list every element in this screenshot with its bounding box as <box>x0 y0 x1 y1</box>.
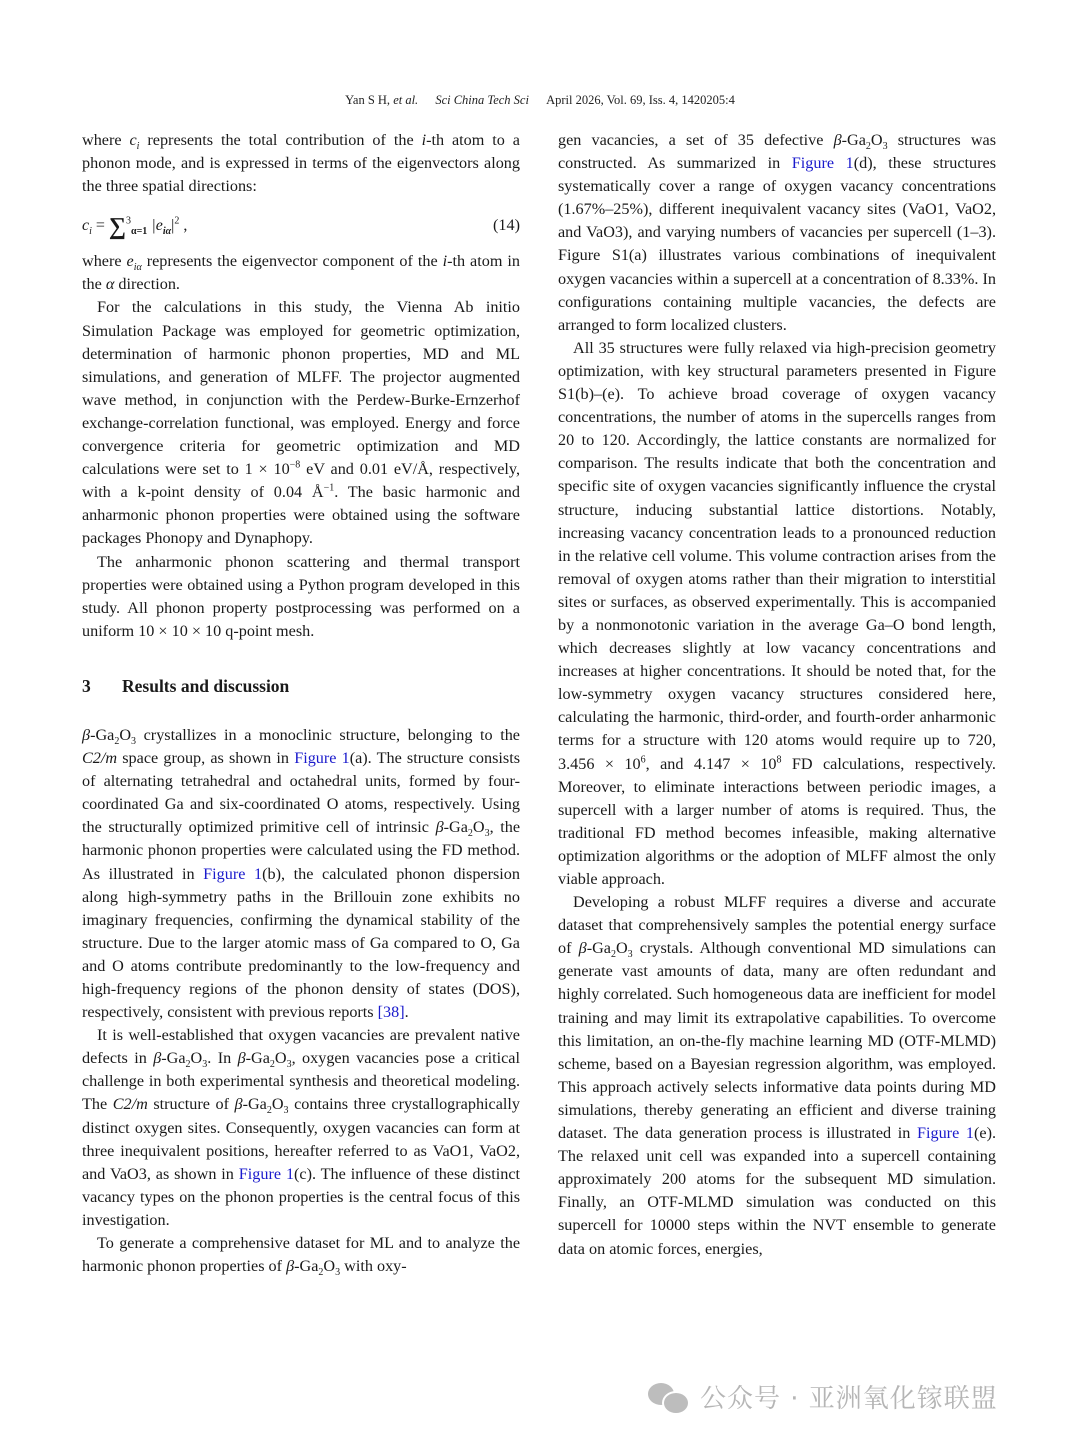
figure-link[interactable]: Figure 1 <box>238 1164 295 1183</box>
figure-link[interactable]: Figure 1 <box>916 1124 974 1143</box>
header-authors: Yan S H, et al. <box>345 93 419 107</box>
header-issue: April 2026, Vol. 69, Iss. 4, 1420205:4 <box>546 93 735 107</box>
paragraph: The anharmonic phonon scattering and thermal transport properties were obtained using a Python program developed in this study. All phonon property postprocessing was performed on a uniform 10 × 10 × 10 q-point mesh. <box>82 552 520 640</box>
watermark-text: 公众号 · 亚洲氧化镓联盟 <box>700 1384 998 1414</box>
equation-14 <box>82 204 520 250</box>
running-header <box>0 93 1080 108</box>
paragraph: All 35 structures were fully relaxed via high-precision geometry optimization, with key structural parameters presented in Figure S1(b)–(e). To achieve broad coverage of oxygen vacancy concentrations, the number of atoms in the supercells ranges from 20 to 120. Accordingly, the lattice constants are normalized for comparison. The results indicate that both the concentration and specific site of oxygen vacancies significantly influence the crystal structure, inducing substantial lattice distortions. Notably, increasing vacancy concentration leads to a pronounced reduction in the relative cell volume. This volume contraction arises from the removal of oxygen atoms rather than their migration to interstitial sites or surfaces, as observed experimentally. This is accompanied by a nonmonotonic variation in the average Ga–O bond length, which decreases slightly at low vacancy concentrations and increases at higher concentrations. It should be noted that, for the low-symmetry oxygen vacancy structures considered here, calculating the harmonic, third-order, and fourth-order anharmonic terms for a structure with 120 atoms would require up to 720, $3.456 \times 10^6$, and $4.147 \times 10^8$ FD calculations, respectively. Moreover, to eliminate interactions between periodic images, a supercell with a larger number of atoms is required. Thus, the traditional FD method becomes infeasible, making alternative optimization algorithms or the adoption of MLFF almost the only viable approach. <box>558 338 996 888</box>
paragraph: where $c_i$ represents the total contribution of the i-th atom to a phonon mode, and is expressed in terms of the eigenvectors along the three spatial directions: <box>82 131 520 196</box>
equation-number: (14) <box>493 216 520 235</box>
left-column <box>82 129 520 1278</box>
figure-link[interactable]: Figure 1 <box>203 864 263 883</box>
right-column <box>558 129 996 1261</box>
equation-body: $c_i = \sum^3_{\alpha=1}$ $|e_{i\alpha}|^2$ , <box>82 214 188 241</box>
figure-link[interactable]: Figure 1 <box>791 154 854 173</box>
paragraph: It is well-established that oxygen vacancies are prevalent native defects in $\beta-Ga_2O_3$. In $\beta-Ga_2O_3$, oxygen vacancies pose a critical challenge in both experimental synthesis and theoretical modeling. The C2/m structure of $\beta-Ga_2O_3$ contains three crystallographically distinct oxygen sites. Consequently, oxygen vacancies can form at three inequivalent positions, hereafter referred to as VaO1, VaO2, and VaO3, as shown in Figure 1(c). The influence of these distinct vacancy types on the phonon properties is the central focus of this investigation. <box>82 1026 521 1229</box>
paragraph: To generate a comprehensive dataset for ML and to analyze the harmonic phonon properties of $\beta-Ga_2O_3$ with oxy- <box>82 1234 520 1279</box>
paragraph: For the calculations in this study, the Vienna Ab initio Simulation Package was employed for geometric optimization, determination of harmonic phonon properties, MD and ML simulations, and generation of MLFF. The projector augmented wave method, in conjunction with the Perdew-Burke-Ernzerhof exchange-correlation functional, was employed. Energy and force convergence criteria for geometric optimization and MD calculations were set to $1 \times 10^{-8}$ eV and 0.01 eV/Å, respectively, with a k-point density of 0.04 $Å^{-1}$. The basic harmonic and anharmonic phonon properties were obtained using the software packages Phonopy and Dynaphopy. <box>82 298 520 548</box>
figure-link[interactable]: Figure 1 <box>294 749 350 768</box>
paragraph: Developing a robust MLFF requires a diverse and accurate dataset that comprehensively samples the potential energy surface of $\beta-Ga_2O_3$ crystals. Although conventional MD simulations can generate vast amounts of data, many are often redundant and highly correlated. Such homogeneous data are inefficient for model training and may limit its extrapolative capabilities. To overcome this limitation, an on-the-fly machine learning MD (OTF-MLMD) scheme, based on a Bayesian regression algorithm, was employed. This approach actively selects informative data points during MD simulations, thereby generating an efficient and diverse training dataset. The data generation process is illustrated in Figure 1(e). The relaxed unit cell was expanded into a supercell containing approximately 200 atoms for the subsequent MD simulation. Finally, an OTF-MLMD simulation was conducted on this supercell for 10000 steps within the NVT ensemble to generate data on atomic forces, energies, <box>558 893 997 1258</box>
paragraph: $\beta-Ga_2O_3$ crystallizes in a monoclinic structure, belonging to the C2/m space group, as shown in Figure 1(a). The structure consists of alternating tetrahedral and octahedral units, formed by four-coordinated Ga and six-coordinated O atoms, respectively. Using the structurally optimized primitive cell of intrinsic $\beta-Ga_2O_3$, the harmonic phonon properties were calculated using the FD method. As illustrated in Figure 1(b), the calculated phonon dispersion along high-symmetry paths in the Brillouin zone exhibits no imaginary frequencies, confirming the dynamical stability of the structure. Due to the larger atomic mass of Ga compared to O, Ga and O atoms contribute predominantly to the low-frequency and high-frequency regions of the phonon density of states (DOS), respectively, consistent with previous reports [38]. <box>82 725 520 1022</box>
wechat-icon <box>648 1381 688 1413</box>
section-heading: 3 Results and discussion <box>82 675 290 696</box>
reference-link[interactable]: [38] <box>377 1003 405 1022</box>
paragraph: gen vacancies, a set of 35 defective $\beta-Ga_2O_3$ structures was constructed. As summarized in Figure 1(d), these structures systematically cover a range of oxygen vacancy concentrations (1.67%–25%), different inequivalent vacancy sites (VaO1, VaO2, and VaO3), and varying numbers of vacancies per supercell (1–3). Figure S1(a) illustrates various combinations of inequivalent oxygen vacancies within a supercell at a concentration of 8.33%. In configurations containing multiple vacancies, the defects are arranged to form localized clusters. <box>558 131 997 334</box>
paragraph: where $e_{i\alpha}$ represents the eigenvector component of the i-th atom in the α direction. <box>82 252 520 294</box>
watermark <box>648 1378 998 1415</box>
header-journal: Sci China Tech Sci <box>435 93 529 107</box>
